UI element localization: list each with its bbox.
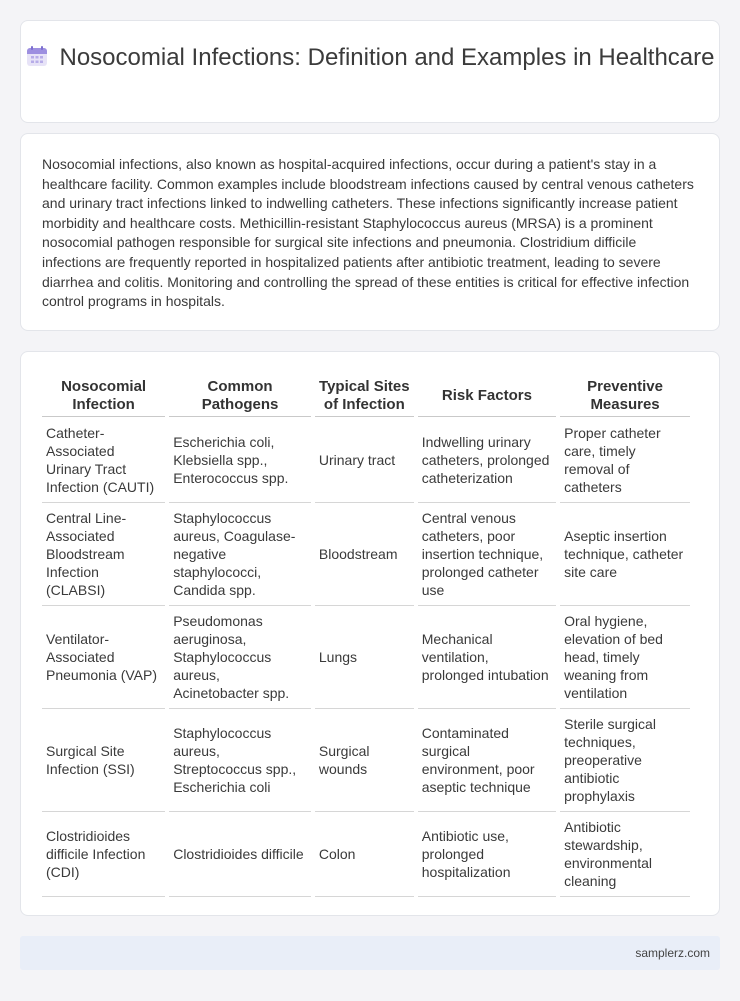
cell-infection: Catheter-Associated Urinary Tract Infection (CAUTI) <box>42 417 165 503</box>
header-pathogens: Common Pathogens <box>169 374 311 417</box>
cell-risk-factors: Indwelling urinary catheters, prolonged catheterization <box>418 417 556 503</box>
table-row <box>42 417 690 503</box>
cell-pathogens: Escherichia coli, Klebsiella spp., Enterococcus spp. <box>169 417 311 503</box>
cell-infection: Clostridioides difficile Infection (CDI) <box>42 812 165 897</box>
footer-bar <box>20 936 720 970</box>
cell-site: Lungs <box>315 606 414 709</box>
header-infection: Nosocomial Infection <box>42 374 165 417</box>
cell-risk-factors: Central venous catheters, poor insertion technique, prolonged catheter use <box>418 503 556 606</box>
table-row <box>42 606 690 709</box>
cell-infection: Central Line-Associated Bloodstream Infection (CLABSI) <box>42 503 165 606</box>
cell-infection: Surgical Site Infection (SSI) <box>42 709 165 812</box>
table-card <box>20 351 720 916</box>
cell-infection: Ventilator-Associated Pneumonia (VAP) <box>42 606 165 709</box>
cell-site: Surgical wounds <box>315 709 414 812</box>
cell-preventive-measures: Sterile surgical techniques, preoperative antibiotic prophylaxis <box>560 709 690 812</box>
table-row <box>42 503 690 606</box>
page-title-block <box>21 43 719 72</box>
cell-pathogens: Clostridioides difficile <box>169 812 311 897</box>
cell-risk-factors: Mechanical ventilation, prolonged intubation <box>418 606 556 709</box>
page-title: Nosocomial Infections: Definition and Examples in Healthcare <box>59 44 715 71</box>
cell-pathogens: Staphylococcus aureus, Streptococcus spp., Escherichia coli <box>169 709 311 812</box>
cell-risk-factors: Antibiotic use, prolonged hospitalization <box>418 812 556 897</box>
header-preventive-measures: Preventive Measures <box>560 374 690 417</box>
cell-site: Bloodstream <box>315 503 414 606</box>
cell-site: Colon <box>315 812 414 897</box>
calendar-icon <box>26 45 48 67</box>
cell-pathogens: Staphylococcus aureus, Coagulase-negative staphylococci, Candida spp. <box>169 503 311 606</box>
cell-preventive-measures: Proper catheter care, timely removal of catheters <box>560 417 690 503</box>
table-row <box>42 812 690 897</box>
table-row <box>42 709 690 812</box>
cell-pathogens: Pseudomonas aeruginosa, Staphylococcus aureus, Acinetobacter spp. <box>169 606 311 709</box>
footer-site-link[interactable]: samplerz.com <box>635 946 710 960</box>
cell-preventive-measures: Antibiotic stewardship, environmental cleaning <box>560 812 690 897</box>
title-card <box>20 20 720 123</box>
header-risk-factors: Risk Factors <box>418 374 556 417</box>
table-header-row <box>42 374 690 417</box>
intro-card <box>20 133 720 331</box>
cell-preventive-measures: Oral hygiene, elevation of bed head, timely weaning from ventilation <box>560 606 690 709</box>
infections-table <box>38 374 694 897</box>
cell-site: Urinary tract <box>315 417 414 503</box>
cell-risk-factors: Contaminated surgical environment, poor aseptic technique <box>418 709 556 812</box>
cell-preventive-measures: Aseptic insertion technique, catheter site care <box>560 503 690 606</box>
header-sites: Typical Sites of Infection <box>315 374 414 417</box>
intro-paragraph: Nosocomial infections, also known as hospital-acquired infections, occur during a patient's stay in a healthcare facility. Common examples include bloodstream infections caused by central venous catheters and urinary tract infections linked to indwelling catheters. These infections significantly increase patient morbidity and healthcare costs. Methicillin-resistant Staphylococcus aureus (MRSA) is a prominent nosocomial pathogen responsible for surgical site infections and pneumonia. Clostridium difficile infections are frequently reported in hospitalized patients after antibiotic treatment, leading to severe diarrhea and colitis. Monitoring and controlling the spread of these entities is critical for effective infection control programs in hospitals. <box>42 156 694 310</box>
